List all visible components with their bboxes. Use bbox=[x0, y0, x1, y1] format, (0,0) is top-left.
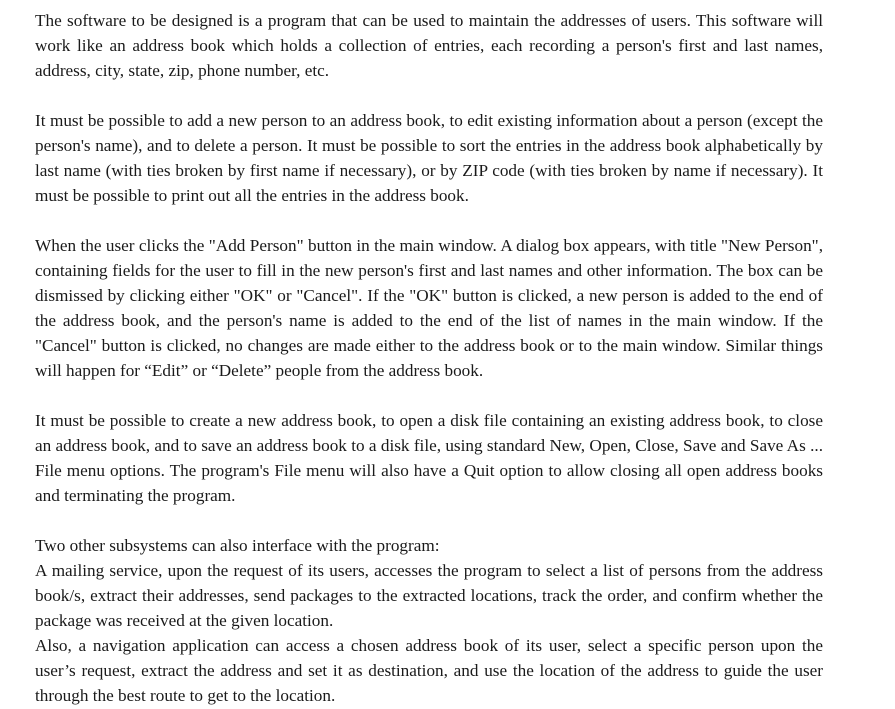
paragraph-gap bbox=[35, 508, 823, 533]
document-body bbox=[35, 8, 823, 708]
paragraph-gap bbox=[35, 383, 823, 408]
paragraph-gap bbox=[35, 208, 823, 233]
paragraph-subsystems-intro: Two other subsystems can also interface with the program: bbox=[35, 536, 440, 555]
paragraph-navigation-app: Also, a navigation application can access a chosen address book of its user, select a specific person upon the user’s request, extract the address and set it as destination, and use the location of the address to guide the user through the best route to get to the location. bbox=[35, 636, 823, 705]
paragraph-gap bbox=[35, 83, 823, 108]
paragraph-file-menu: It must be possible to create a new address book, to open a disk file containing an existing address book, to close an address book, and to save an address book to a disk file, using standard New, Open, Close, Save and Save As ... File menu options. The program's File menu will also have a Quit option to allow closing all open address books and terminating the program. bbox=[35, 411, 823, 505]
paragraph-add-person-dialog: When the user clicks the "Add Person" button in the main window. A dialog box appears, with title "New Person", containing fields for the user to fill in the new person's first and last names and other information. The box can be dismissed by clicking either "OK" or "Cancel". If the "OK" button is clicked, a new person is added to the end of the address book, and the person's name is added to the end of the list of names in the main window. If the "Cancel" button is clicked, no changes are made either to the address book or to the main window. Similar things will happen for “Edit” or “Delete” people from the address book. bbox=[35, 236, 823, 380]
paragraph-mailing-service: A mailing service, upon the request of its users, accesses the program to select a list of persons from the address book/s, extract their addresses, send packages to the extracted locations, track the order, and confirm whether the package was received at the given location. bbox=[35, 561, 823, 630]
paragraph-edit-requirements: It must be possible to add a new person to an address book, to edit existing information about a person (except the person's name), and to delete a person. It must be possible to sort the entries in the address book alphabetically by last name (with ties broken by first name if necessary), or by ZIP code (with ties broken by name if necessary). It must be possible to print out all the entries in the address book. bbox=[35, 111, 823, 205]
paragraph-overview: The software to be designed is a program that can be used to maintain the addresses of users. This software will work like an address book which holds a collection of entries, each recording a person's first and last names, address, city, state, zip, phone number, etc. bbox=[35, 11, 823, 80]
